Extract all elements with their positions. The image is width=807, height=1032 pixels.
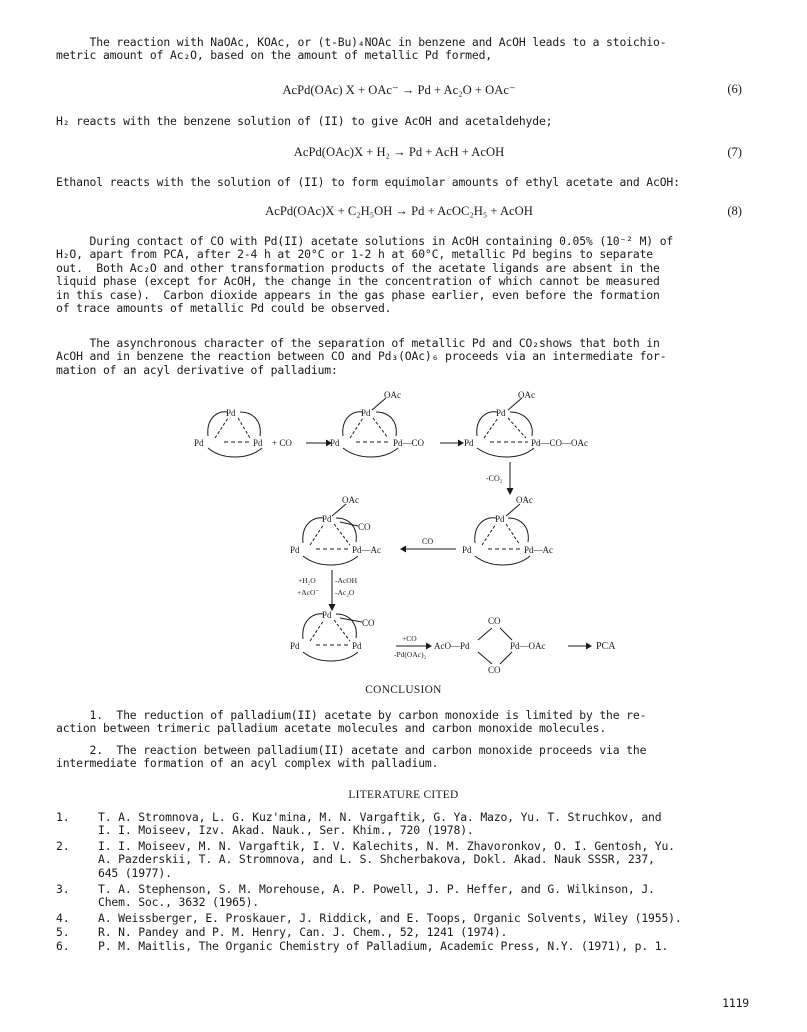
reference-6-number: 6. (56, 939, 70, 953)
scheme-pd-left-6: Pd (290, 641, 300, 651)
scheme-pd-left-4: Pd (290, 545, 300, 555)
pd3-triangle-2 (330, 390, 425, 457)
scheme-pd-left-1: Pd (194, 438, 204, 448)
pd3-triangle-4 (290, 495, 381, 565)
reference-3-number: 3. (56, 882, 70, 896)
conclusion-heading: CONCLUSION (365, 684, 442, 696)
equation-8 (56, 204, 742, 220)
scheme-plus-co-label: +CO (402, 634, 417, 643)
scheme-pd-top-2: Pd (361, 408, 371, 418)
equation-7-number: (7) (727, 145, 742, 159)
scheme-acoh: -AcOH (335, 576, 358, 585)
scheme-pd-left-2: Pd (330, 438, 340, 448)
scheme-pd-top-1: Pd (226, 408, 236, 418)
reference-6-text: P. M. Maitlis, The Organic Chemistry of Palladium, Academic Press, N.Y. (1971), p. 1. (98, 939, 669, 953)
scheme-pca: PCA (596, 641, 616, 652)
scheme-oac-5: OAc (516, 495, 533, 505)
scheme-pd-co-oac-3: Pd—CO—OAc (531, 438, 589, 448)
page-number: 1119 (722, 996, 749, 1010)
reference-2-number: 2. (56, 839, 70, 853)
equation-6-expression: AcPd(OAc) X + OAc⁻ → Pd + Ac₂O + OAc⁻ (282, 83, 516, 97)
scheme-oac-4: OAc (342, 495, 359, 505)
scheme-aco: +AcO⁻ (297, 588, 320, 597)
scheme-pd-ac-4: Pd—Ac (352, 545, 381, 555)
conclusion-1: 1. The reduction of palladium(II) acetate by carbon monoxide is limited by the re- action between trimeric palladium acetate molecules and carbon monoxide molecules. (56, 708, 647, 736)
scheme-pd-ac-5: Pd—Ac (524, 545, 553, 555)
scheme-pd-right-1: Pd (253, 438, 263, 448)
scheme-pd-top-5: Pd (495, 514, 505, 524)
reference-4-number: 4. (56, 911, 70, 925)
scheme-oac-3: OAc (518, 390, 535, 400)
scheme-ac2o: -Ac₂O (335, 588, 355, 597)
scheme-pd-top-6: Pd (322, 610, 332, 620)
async-paragraph: The asynchronous character of the separation of metallic Pd and CO₂shows that both in AcOH and in benzene the reaction between CO and Pd₃(OAc)₆ proceeds via an intermediate for- mation of an acyl derivative of palladium: (56, 336, 667, 377)
scheme-pd-top-4: Pd (322, 514, 332, 524)
reference-1-number: 1. (56, 810, 70, 824)
scheme-aco-pd: AcO—Pd (434, 641, 470, 651)
equation-8-expression: AcPd(OAc)X + C₂H₅OH → Pd + AcOC₂H₅ + AcOH (265, 204, 533, 218)
scheme-co-6: CO (362, 618, 375, 628)
pd3-triangle-1 (194, 408, 263, 457)
pd-co-dimer (434, 616, 546, 675)
conclusion-2: 2. The reaction between palladium(II) acetate and carbon monoxide proceeds via the intermediate formation of an acyl complex with palladium. (56, 743, 647, 771)
scheme-co-4: CO (358, 522, 371, 532)
h2-sentence: H₂ reacts with the benzene solution of (II) to give AcOH and acetaldehyde; (56, 114, 553, 128)
equation-7 (56, 145, 742, 161)
scheme-pd-right-6: Pd (352, 641, 362, 651)
scheme-pd-co-2: Pd—CO (393, 438, 425, 448)
pd3-triangle-6 (290, 610, 375, 661)
reference-3-text: T. A. Stephenson, S. M. Morehouse, A. P. Powell, J. P. Heffer, and G. Wilkinson, J. Chem. Soc., 3632 (1965). (98, 882, 655, 910)
pd3-triangle-5 (462, 495, 553, 565)
equation-7-expression: AcPd(OAc)X + H₂ → Pd + AcH + AcOH (293, 145, 505, 159)
intro-paragraph: The reaction with NaOAc, KOAc, or (t-Bu)₄NOAc in benzene and AcOH leads to a stoichio- metric amount of Ac₂O, based on the amount of metallic Pd formed, (56, 35, 667, 63)
contact-paragraph: During contact of CO with Pd(II) acetate solutions in AcOH containing 0.05% (10⁻² M) of H₂O, apart from PCA, after 2-4 h at 20°C or 1-2 h at 60°C, metallic Pd begins to separate out. Both Ac₂O and other transformation products of the acetate ligands are absent in the liquid phase (except for AcOH, the change in the concentration of which cannot be measured in this case). Carbon dioxide appears in the gas phase earlier, even before the formation of trace amounts of metallic Pd could be observed. (56, 234, 674, 316)
equation-6 (56, 82, 742, 98)
reference-5-text: R. N. Pandey and P. M. Henry, Can. J. Chem., 52, 1241 (1974). (98, 925, 508, 939)
scheme-co-bottom: CO (488, 665, 501, 675)
scheme-oac-2: OAc (384, 390, 401, 400)
scheme-plus-co: + CO (272, 438, 292, 448)
scheme-pd-oac-right: Pd—OAc (510, 641, 546, 651)
reference-4-text: A. Weissberger, E. Proskauer, J. Riddick, and E. Toops, Organic Solvents, Wiley (1955). (98, 911, 682, 925)
scheme-pd-top-3: Pd (496, 408, 506, 418)
equation-8-number: (8) (727, 204, 742, 218)
reference-1-text: T. A. Stromnova, L. G. Kuz'mina, M. N. Vargaftik, G. Ya. Mazo, Yu. T. Struchkov, and I. I. Moiseev, Izv. Akad. Nauk., Ser. Khim., 720 (1978). (98, 810, 662, 838)
pd3-triangle-3 (464, 390, 588, 457)
literature-heading: LITERATURE CITED (348, 789, 459, 801)
scheme-minus-pdoac: -Pd(OAc)₂ (394, 650, 427, 659)
ethanol-sentence: Ethanol reacts with the solution of (II) to form equimolar amounts of ethyl acetate and AcOH: (56, 175, 680, 189)
scheme-pd-left-5: Pd (462, 545, 472, 555)
scheme-minus-co2: -CO₂ (486, 474, 503, 483)
reference-2-text: I. I. Moiseev, M. N. Vargaftik, I. V. Kalechits, N. M. Zhavoronkov, O. I. Gentosh, Yu. A. Pazderskii, T. A. Stromnova, and L. S. Shcherbakova, Dokl. Akad. Nauk SSSR, 237, 645 (1977). (98, 839, 675, 880)
reference-5-number: 5. (56, 925, 70, 939)
scheme-arrow-co: CO (422, 537, 434, 546)
scheme-h2o: +H₂O (298, 576, 316, 585)
reaction-scheme (0, 390, 807, 680)
scheme-co-top: CO (488, 616, 501, 626)
equation-6-number: (6) (727, 82, 742, 96)
scheme-pd-left-3: Pd (464, 438, 474, 448)
